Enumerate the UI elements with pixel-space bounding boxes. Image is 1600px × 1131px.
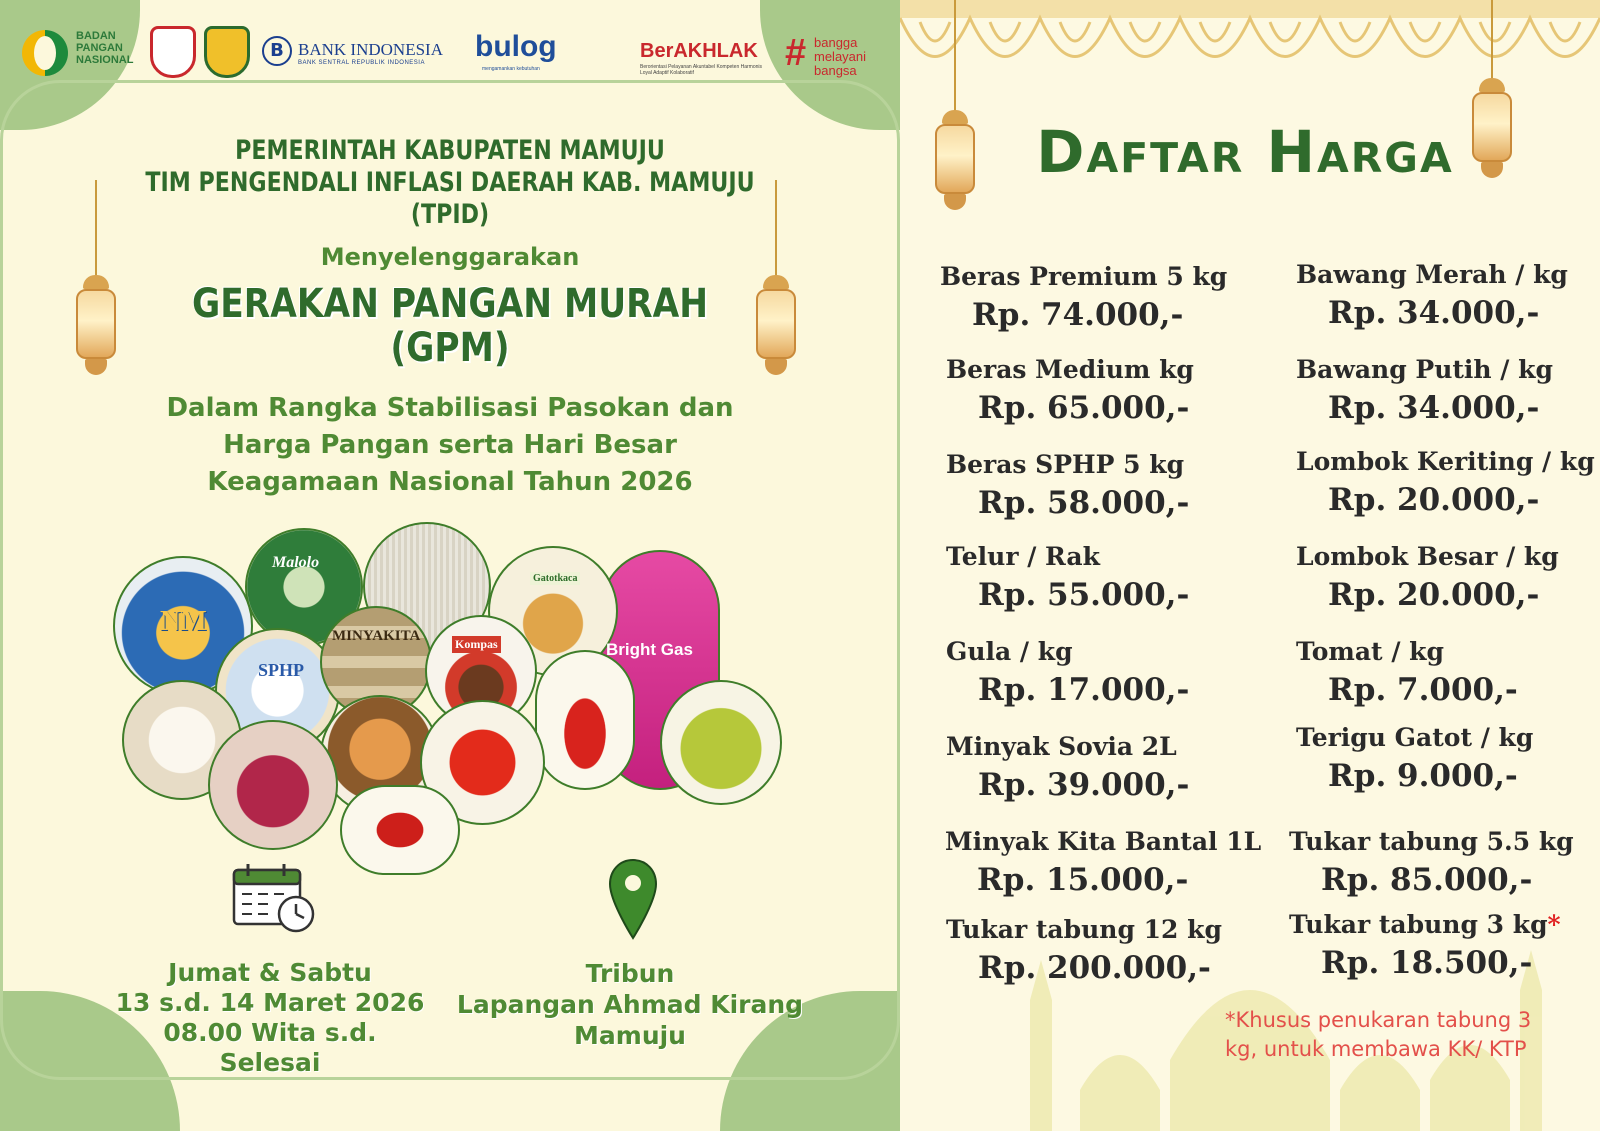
- bank-indonesia-logo-icon: B: [262, 36, 292, 66]
- item-price: Rp. 15.000,-: [977, 862, 1189, 898]
- item-name: Gula / kg: [946, 637, 1073, 666]
- item-price: Rp. 65.000,-: [978, 390, 1190, 426]
- price-item: [1289, 910, 1561, 982]
- location-pin-icon: [608, 858, 658, 940]
- price-item: [1296, 637, 1518, 709]
- price-item: [1296, 260, 1568, 332]
- organizer-line: TIM PENGENDALI INFLASI DAERAH KAB. MAMUJU: [145, 167, 755, 198]
- price-list-title: Daftar Harga: [1036, 118, 1454, 186]
- item-price: Rp. 9.000,-: [1328, 758, 1518, 794]
- red-chili-image: [340, 785, 460, 875]
- bapanas-logo-icon: [22, 30, 68, 76]
- price-item: [946, 915, 1222, 987]
- organizer-line: PEMERINTAH KABUPATEN MAMUJU: [235, 135, 665, 166]
- item-price: Rp. 55.000,-: [978, 577, 1190, 613]
- item-name: Beras Premium 5 kg: [940, 262, 1228, 291]
- calendar-clock-icon: [232, 862, 316, 934]
- bangga-melayani-logo-text: bangga melayani bangsa: [814, 35, 867, 78]
- price-item: [946, 450, 1189, 522]
- item-price: Rp. 20.000,-: [1328, 577, 1540, 613]
- logo-bar: [0, 18, 900, 88]
- item-name: Minyak Kita Bantal 1L: [945, 827, 1262, 856]
- bulog-logo-subtext: mengamankan kebutuhan: [482, 66, 540, 72]
- shallot-image: [208, 720, 338, 850]
- berakhlak-logo-subtext: Berorientasi Pelayanan Akuntabel Kompeten Harmonis Loyal Adaptif Kolaboratif: [640, 64, 763, 76]
- item-name: Lombok Besar / kg: [1296, 542, 1559, 571]
- price-item: [946, 542, 1189, 614]
- schedule-time: 08.00 Wita s.d. Selesai: [163, 1018, 377, 1077]
- bank-indonesia-logo-text: BANK INDONESIA: [298, 40, 443, 59]
- price-item: [945, 827, 1261, 899]
- program-title-line: (GPM): [390, 325, 510, 371]
- item-name: Minyak Sovia 2L: [946, 732, 1177, 761]
- bulog-logo-text: bulog: [475, 30, 557, 63]
- item-name: Bawang Merah / kg: [1296, 260, 1568, 289]
- bank-indonesia-logo-subtext: BANK SENTRAL REPUBLIK INDONESIA: [298, 60, 425, 66]
- item-price: Rp. 20.000,-: [1328, 482, 1540, 518]
- gatotkaca-label: Gatotkaca: [530, 572, 580, 585]
- price-item: [1296, 723, 1533, 795]
- item-name: Telur / Rak: [946, 542, 1100, 571]
- purpose-line: Dalam Rangka Stabilisasi Pasokan dan: [166, 393, 734, 423]
- price-item: [1296, 447, 1595, 519]
- purpose-line: Harga Pangan serta Hari Besar: [223, 430, 677, 460]
- organizer-line: (TPID): [410, 199, 490, 230]
- item-name: Beras Medium kg: [946, 355, 1194, 384]
- organizer-heading: [81, 135, 819, 231]
- item-price: Rp. 58.000,-: [978, 485, 1190, 521]
- program-title: [63, 282, 837, 370]
- event-schedule: [110, 958, 430, 1078]
- malolo-label: Malolo: [272, 554, 320, 571]
- item-price: Rp. 34.000,-: [1328, 390, 1540, 426]
- item-price: Rp. 85.000,-: [1321, 862, 1533, 898]
- regency-seal-icon: [204, 26, 250, 78]
- price-item: [1296, 355, 1553, 427]
- item-name: Lombok Keriting / kg: [1296, 447, 1595, 476]
- organize-label: Menyelenggarakan: [320, 243, 580, 271]
- item-name: [1289, 910, 1561, 940]
- price-item: [1289, 827, 1574, 899]
- item-price: Rp. 39.000,-: [978, 767, 1190, 803]
- chili-image: [535, 650, 635, 790]
- berakhlak-logo-text: BerAKHLAK: [640, 40, 758, 62]
- bangga-hash-icon: #: [785, 32, 807, 74]
- price-item: [1296, 542, 1559, 614]
- bright-gas-label: Bright Gas: [606, 640, 693, 659]
- location-line: Lapangan Ahmad Kirang: [456, 990, 804, 1019]
- regional-seal-icon: [150, 26, 196, 78]
- cylinder-exchange-note: *Khusus penukaran tabung 3 kg, untuk membawa KK/ KTP: [1225, 1008, 1532, 1061]
- sphp-label: SPHP: [258, 660, 305, 680]
- item-name: Terigu Gatot / kg: [1296, 723, 1534, 752]
- item-name: Tomat / kg: [1296, 637, 1444, 666]
- item-price: Rp. 18.500,-: [1321, 945, 1533, 981]
- location-line: Mamuju: [574, 1021, 686, 1050]
- item-price: Rp. 7.000,-: [1328, 672, 1518, 708]
- schedule-day: Jumat & Sabtu: [168, 958, 372, 987]
- schedule-date: 13 s.d. 14 Maret 2026: [115, 988, 425, 1017]
- minyakita-label: MINYAKITA: [332, 628, 421, 644]
- event-location: [440, 958, 820, 1051]
- kompas-label: Kompas: [452, 636, 501, 653]
- asterisk-mark: *: [1547, 910, 1561, 939]
- location-line: Tribun: [585, 959, 675, 988]
- item-name: Bawang Putih / kg: [1296, 355, 1553, 384]
- item-name: Tukar tabung 12 kg: [946, 915, 1222, 944]
- item-name-text: Tukar tabung 3 kg: [1289, 910, 1548, 939]
- item-price: Rp. 200.000,-: [978, 950, 1211, 986]
- price-item: [946, 732, 1189, 804]
- bapanas-logo-text: BADAN PANGAN NASIONAL: [76, 30, 134, 66]
- green-gas-cylinder-image: [660, 680, 782, 805]
- item-price: Rp. 74.000,-: [972, 297, 1184, 333]
- purpose-line: Keagamaan Nasional Tahun 2026: [207, 467, 693, 497]
- price-item: [940, 262, 1227, 334]
- program-purpose: [0, 390, 900, 501]
- nm-label: NM: [160, 606, 207, 637]
- item-price: Rp. 34.000,-: [1328, 295, 1540, 331]
- price-item: [946, 355, 1194, 427]
- item-name: Tukar tabung 5.5 kg: [1289, 827, 1574, 856]
- program-title-line: GERAKAN PANGAN MURAH: [191, 281, 709, 327]
- item-price: Rp. 17.000,-: [978, 672, 1190, 708]
- item-name: Beras SPHP 5 kg: [946, 450, 1185, 479]
- price-item: [946, 637, 1189, 709]
